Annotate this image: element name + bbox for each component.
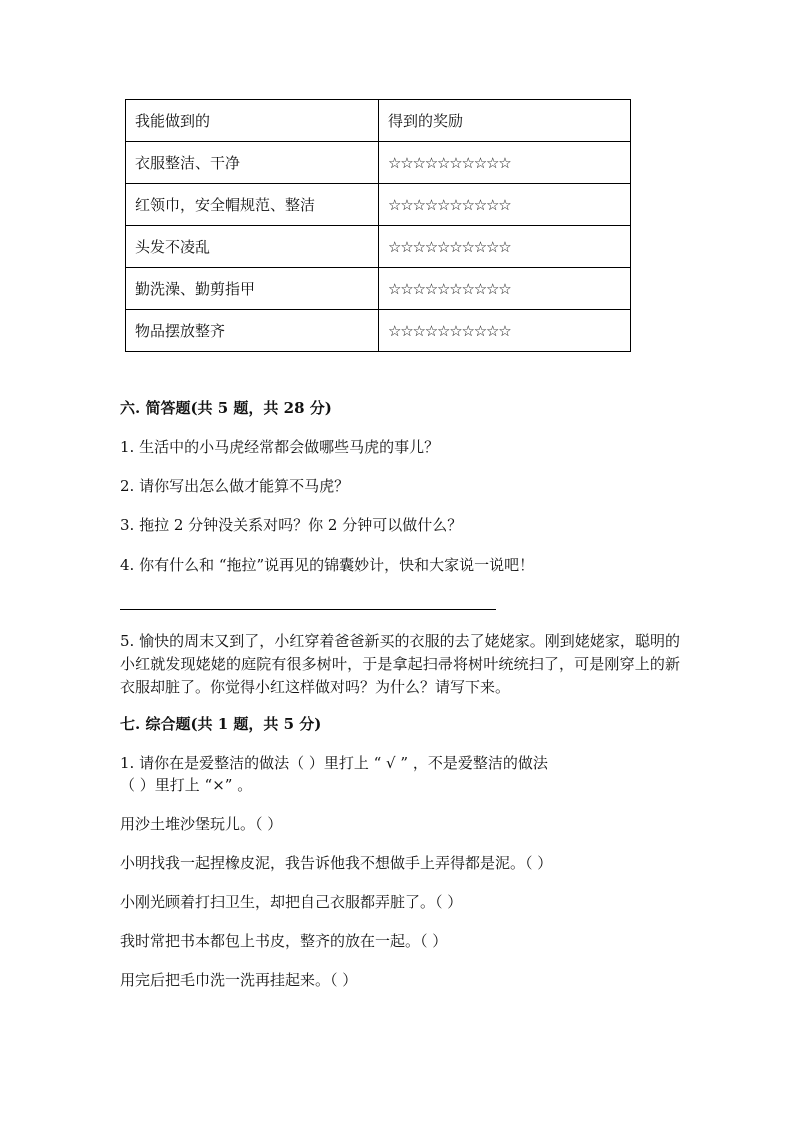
row-item: 衣服整洁、干净 (126, 142, 379, 184)
table-header-row (126, 100, 631, 142)
row-stars: ☆☆☆☆☆☆☆☆☆☆ (379, 268, 631, 310)
row-stars: ☆☆☆☆☆☆☆☆☆☆ (379, 310, 631, 352)
statement-item: 小刚光顾着打扫卫生，却把自己衣服都弄脏了。（ ） (120, 893, 463, 911)
question-7-1-line1: 1. 请你在是爱整洁的做法（ ）里打上 “ √ ” ，不是爱整洁的做法 (120, 754, 548, 772)
statement-item: 用沙土堆沙堡玩儿。（ ） (120, 815, 283, 833)
statement-item: 用完后把毛巾洗一洗再挂起来。（ ） (120, 971, 358, 989)
row-item: 勤洗澡、勤剪指甲 (126, 268, 379, 310)
section-6-title: 六. 简答题(共 5 题，共 28 分) (120, 399, 332, 417)
row-stars: ☆☆☆☆☆☆☆☆☆☆ (379, 184, 631, 226)
question-7-1-line2: （ ）里打上 “×” 。 (120, 776, 253, 794)
reward-table (125, 99, 631, 352)
table-row (126, 184, 631, 226)
section-7-title: 七. 综合题(共 1 题，共 5 分) (120, 715, 322, 733)
question-6-5: 5. 愉快的周末又到了，小红穿着爸爸新买的衣服的去了姥姥家。刚到姥姥家，聪明的小红就发现姥姥的庭院有很多树叶，于是拿起扫帚将树叶统统扫了，可是刚穿上的新衣服却脏了。你觉得小红这样做对吗？为什么？请写下来。 (120, 632, 680, 696)
table-row (126, 310, 631, 352)
row-stars: ☆☆☆☆☆☆☆☆☆☆ (379, 226, 631, 268)
table-row (126, 142, 631, 184)
answer-line (120, 609, 496, 610)
statement-item: 我时常把书本都包上书皮，整齐的放在一起。（ ） (120, 932, 448, 950)
row-stars: ☆☆☆☆☆☆☆☆☆☆ (379, 142, 631, 184)
question-6-2: 2. 请你写出怎么做才能算不马虎？ (120, 477, 350, 495)
row-item: 红领巾，安全帽规范、整洁 (126, 184, 379, 226)
table-row (126, 268, 631, 310)
question-6-1: 1. 生活中的小马虎经常都会做哪些马虎的事儿？ (120, 438, 440, 456)
question-6-4: 4. 你有什么和 “拖拉”说再见的锦囊妙计，快和大家说一说吧！ (120, 556, 535, 574)
table-row (126, 226, 631, 268)
row-item: 头发不凌乱 (126, 226, 379, 268)
statement-item: 小明找我一起捏橡皮泥，我告诉他我不想做手上弄得都是泥。（ ） (120, 854, 553, 872)
header-col-achievement: 我能做到的 (126, 100, 379, 142)
question-6-3: 3. 拖拉 2 分钟没关系对吗？你 2 分钟可以做什么？ (120, 516, 463, 534)
header-col-reward: 得到的奖励 (379, 100, 631, 142)
row-item: 物品摆放整齐 (126, 310, 379, 352)
